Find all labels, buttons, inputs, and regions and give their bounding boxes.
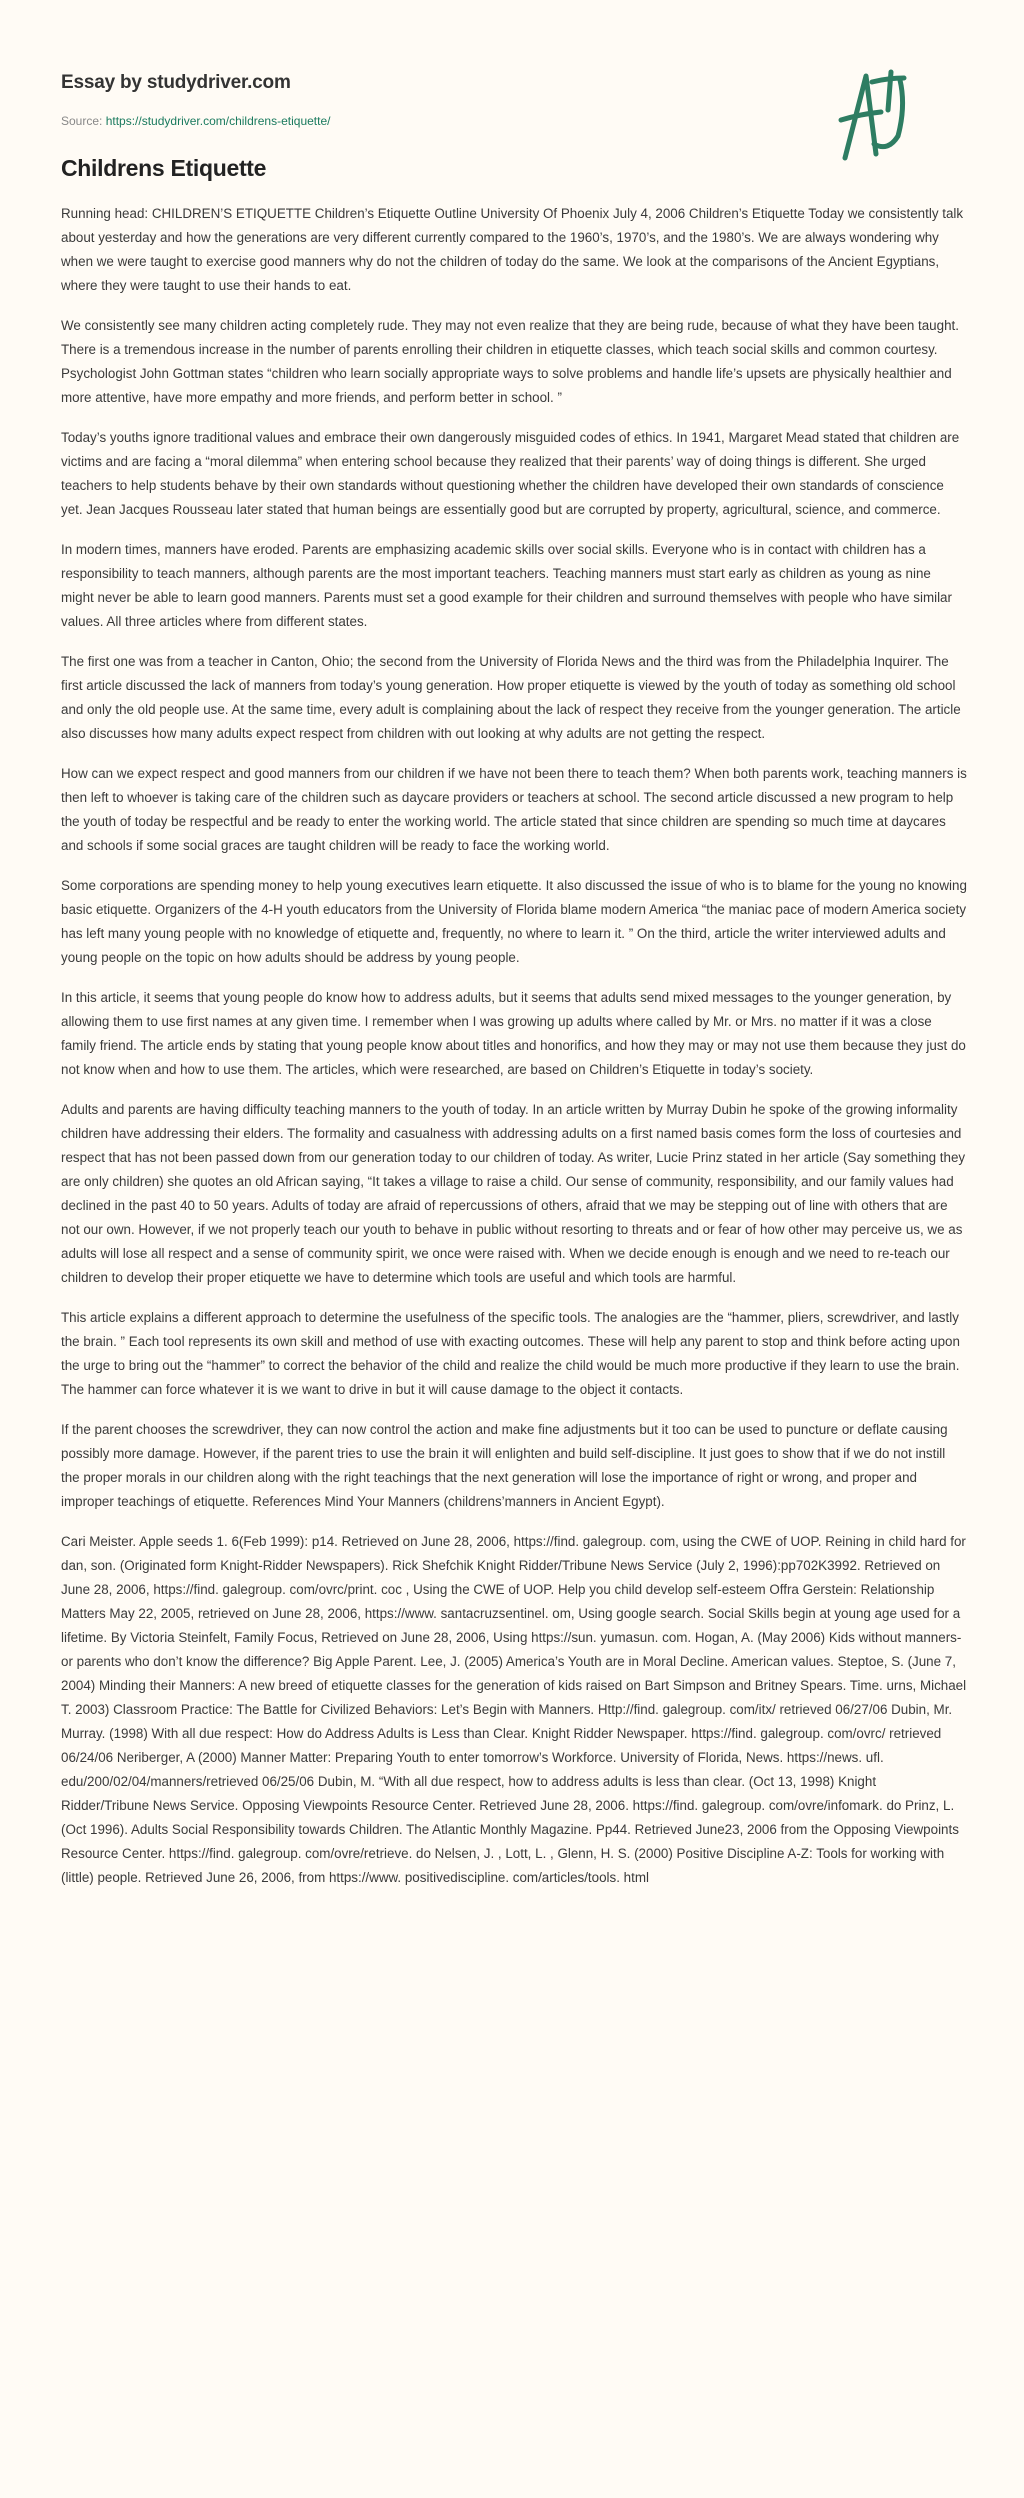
paragraph: Some corporations are spending money to help young executives learn etiquette. It also discussed the issue of who is to blame for the young no knowing basic etiquette. Organizers of the 4-H youth educators from the University of Florida blame modern America “the maniac pace of modern America society has left many young people with no knowledge of etiquette and, frequently, no where to learn it. ” On the third, article the writer interviewed adults and young people on the topic on how adults should be address by young people. (61, 878, 967, 965)
paragraph: The first one was from a teacher in Canton, Ohio; the second from the University of Florida News and the third was from the Philadelphia Inquirer. The first article discussed the lack of manners from today’s young generation. How proper etiquette is viewed by the youth of today as something old school and only the old people use. At the same time, every adult is complaining about the lack of respect they receive from the younger generation. The article also discusses how many adults expect respect from children with out looking at why adults are not getting the respect. (61, 654, 961, 741)
article (61, 155, 967, 1906)
a-plus-logo-icon (836, 66, 946, 166)
references: Cari Meister. Apple seeds 1. 6(Feb 1999): p14. Retrieved on June 28, 2006, https://find. galegroup. com, using the CWE of UOP. Reining in child hard for dan, son. (Originated form Knight-Ridder Newspapers). Rick Shefchik Knight Ridder/Tribune News Service (July 2, 1996):pp702K3992. Retrieved on June 28, 2006, https://find. galegroup. com/ovrc/print. coc , Using the CWE of UOP. Help you child develop self-esteem Offra Gerstein: Relationship Matters May 22, 2005, retrieved on June 28, 2006, https://www. santacruzsentinel. om, Using google search. Social Skills begin at young age used for a lifetime. By Victoria Steinfelt, Family Focus, Retrieved on June 28, 2006, Using https://sun. yumasun. com. Hogan, A. (May 2006) Kids without manners-or parents who don’t know the difference? Big Apple Parent. Lee, J. (2005) America’s Youth are in Moral Decline. American values. Steptoe, S. (June 7, 2004) Minding their Manners: A new breed of etiquette classes for the generation of kids raised on Bart Simpson and Britney Spears. Time. urns, Michael T. 2003) Classroom Practice: The Battle for Civilized Behaviors: Let’s Begin with Manners. Http://find. galegroup. com/itx/ retrieved 06/27/06 Dubin, Mr. Murray. (1998) With all due respect: How do Address Adults is Less than Clear. Knight Ridder Newspaper. https://find. galegroup. com/ovrc/ retrieved 06/24/06 Neriberger, A (2000) Manner Matter: Preparing Youth to enter tomorrow’s Workforce. University of Florida, News. https://news. ufl. edu/200/02/04/manners/retrieved 06/25/06 Dubin, M. “With all due respect, how to address adults is less than clear. (Oct 13, 1998) Knight Ridder/Tribune News Service. Opposing Viewpoints Resource Center. Retrieved June 28, 2006. https://find. galegroup. com/ovre/infomark. do Prinz, L. (Oct 1996). Adults Social Responsibility towards Children. The Atlantic Monthly Magazine. Pp44. Retrieved June23, 2006 from the Opposing Viewpoints Resource Center. https://find. galegroup. com/ovre/retrieve. do Nelsen, J. , Lott, L. , Glenn, H. S. (2000) Positive Discipline A-Z: Tools for working with (little) people. Retrieved June 26, 2006, from https://www. positivediscipline. com/articles/tools. html (61, 1534, 967, 1885)
paragraph: Adults and parents are having difficulty teaching manners to the youth of today. In an article written by Murray Dubin he spoke of the growing informality children have addressing their elders. The formality and casualness with addressing adults on a first named basis comes form the loss of courtesies and respect that has not been passed down from our generation today to our children of today. As writer, Lucie Prinz stated in her article (Say something they are only children) she quotes an old African saying, “It takes a village to raise a child. Our sense of community, responsibility, and our family values had declined in the past 40 to 50 years. Adults of today are afraid of repercussions of others, afraid that we may be stepping out of line with others that are not our own. However, if we not properly teach our youth to behave in public without resorting to threats and or fear of how other may perceive us, we as adults will lose all respect and a sense of community spirit, we once were raised with. When we decide enough is enough and we need to re-teach our children to develop their proper etiquette we have to determine which tools are useful and which tools are harmful. (61, 1102, 966, 1285)
article-title: Childrens Etiquette (61, 155, 267, 181)
site-title: Essay by studydriver.com (61, 72, 291, 93)
paragraph: We consistently see many children acting completely rude. They may not even realize that they are being rude, because of what they have been taught. There is a tremendous increase in the number of parents enrolling their children in etiquette classes, which teach social skills and common courtesy. Psychologist John Gottman states “children who learn socially appropriate ways to solve problems and handle life’s upsets are physically healthier and more attentive, have more empathy and more friends, and perform better in school. ” (61, 318, 959, 405)
paragraph: If the parent chooses the screwdriver, they can now control the action and make fine adjustments but it too can be used to puncture or deflate causing possibly more damage. However, if the parent tries to use the brain it will enlighten and build self-discipline. It just goes to show that if we do not instill the proper morals in our children along with the right teachings that the next generation will lose the importance of right or wrong, and proper and improper teachings of etiquette. References Mind Your Manners (childrens’manners in Ancient Egypt). (61, 1422, 948, 1509)
paragraph: In this article, it seems that young people do know how to address adults, but it seems that adults send mixed messages to the younger generation, by allowing them to use first names at any given time. I remember when I was growing up adults where called by Mr. or Mrs. no matter if it was a close family friend. The article ends by stating that young people know about titles and honorifics, and how they may or may not use them because they just do not know when and how to use them. The articles, which were researched, are based on Children’s Etiquette in today’s society. (61, 990, 966, 1077)
paragraph: Running head: CHILDREN’S ETIQUETTE Children’s Etiquette Outline University Of Phoenix July 4, 2006 Children’s Etiquette Today we consistently talk about yesterday and how the generations are very different currently compared to the 1960’s, 1970’s, and the 1980’s. We are always wondering why when we were taught to exercise good manners why do not the children of today do the same. We look at the comparisons of the Ancient Egyptians, where they were taught to use their hands to eat. (61, 206, 964, 293)
source-link[interactable]: https://studydriver.com/childrens-etiquette/ (105, 114, 331, 128)
paragraph: How can we expect respect and good manners from our children if we have not been there to teach them? When both parents work, teaching manners is then left to whoever is taking care of the children such as daycare providers or teachers at school. The second article discussed a new program to help the youth of today be respectful and be ready to enter the working world. The article stated that since children are spending so much time at daycares and schools if some social graces are taught children will be ready to face the working world. (61, 766, 967, 853)
paragraph: In modern times, manners have eroded. Parents are emphasizing academic skills over social skills. Everyone who is in contact with children has a responsibility to teach manners, although parents are the most important teachers. Teaching manners must start early as children as young as nine might never be able to learn good manners. Parents must set a good example for their children and surround themselves with people who have similar values. All three articles where from different states. (61, 542, 952, 629)
paragraph: Today’s youths ignore traditional values and embrace their own dangerously misguided codes of ethics. In 1941, Margaret Mead stated that children are victims and are facing a “moral dilemma” when entering school because they realized that their parents’ way of doing things is different. She urged teachers to help students behave by their own standards without questioning whether the children have developed their own standards of conscience yet. Jean Jacques Rousseau later stated that human beings are essentially good but are corrupted by property, agricultural, science, and commerce. (61, 430, 960, 517)
paragraph: This article explains a different approach to determine the usefulness of the specific tools. The analogies are the “hammer, pliers, screwdriver, and lastly the brain. ” Each tool represents its own skill and method of use with exacting outcomes. These will help any parent to stop and think before acting upon the urge to bring out the “hammer” to correct the behavior of the child and realize the child would be much more productive if they learn to use the brain. The hammer can force whatever it is we want to drive in but it will cause damage to the object it contacts. (61, 1310, 960, 1397)
header (61, 72, 330, 128)
source-line (61, 114, 330, 128)
source-label: Source: (61, 114, 103, 128)
